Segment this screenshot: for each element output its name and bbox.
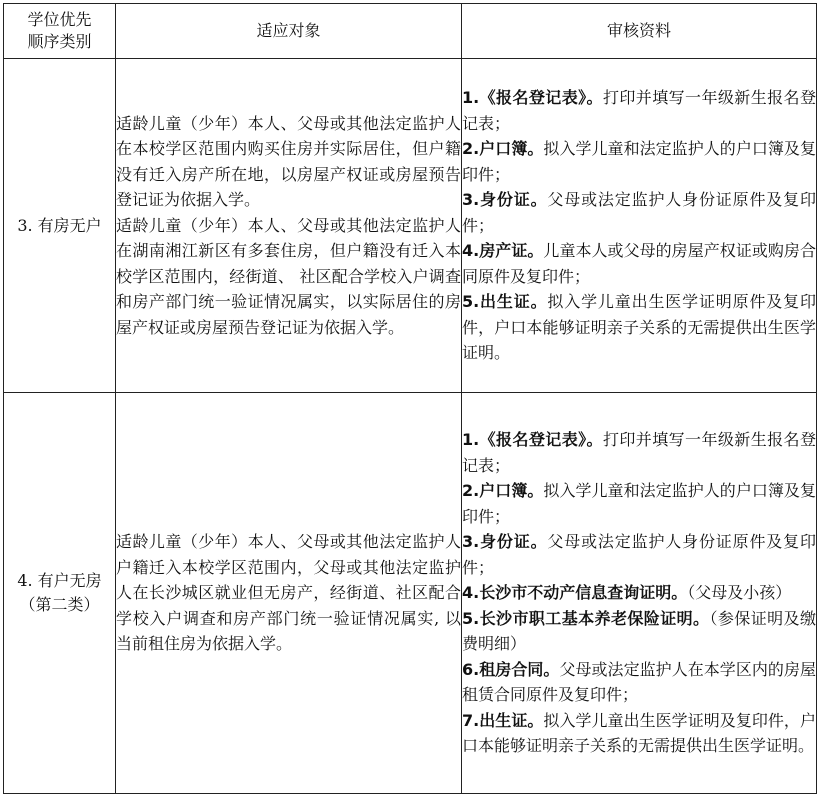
document-number: 5. (462, 292, 480, 312)
document-desc: 打印并填写一年级新生报名登记表； (462, 88, 816, 133)
document-item (462, 85, 816, 136)
document-number: 4. (462, 583, 480, 603)
document-separator: 。 (586, 88, 603, 108)
document-desc: 父母或法定监护人身份证原件及复印件； (462, 190, 816, 235)
table-row (4, 393, 817, 794)
document-item (462, 708, 816, 759)
document-name: 《报名登记表》 (479, 430, 587, 450)
admission-table (3, 3, 817, 794)
document-number: 7. (462, 710, 480, 730)
document-item (462, 238, 816, 289)
document-separator: 。 (530, 532, 548, 552)
document-number: 4. (462, 241, 480, 261)
header-target: 适应对象 (116, 4, 462, 59)
document-separator: 。 (527, 139, 544, 159)
header-category-line2: 顺序类别 (27, 32, 92, 51)
document-item (462, 187, 816, 238)
document-separator: 。 (527, 710, 544, 730)
category-cell (4, 59, 116, 393)
document-name: 身份证 (479, 190, 531, 210)
documents-cell (462, 393, 817, 794)
document-name: 户口簿 (479, 139, 528, 159)
category-line1: 4. 有户无房 (17, 571, 102, 590)
document-number: 1. (462, 88, 480, 108)
document-item (462, 657, 816, 708)
target-paragraph: 适龄儿童（少年）本人、父母或其他法定监护人户籍迁入本校学区范围内，父母或其他法定监护人在长沙城区就业但无房产，经街道、社区配合学校入户调查和房产部门统一验证情况属实, 以当前租住房为依据入学。 (116, 532, 461, 654)
document-name: 出生证 (479, 710, 528, 730)
document-item (462, 136, 816, 187)
document-separator: 。 (530, 292, 548, 312)
category-cell (4, 393, 116, 794)
document-name: 户口簿 (479, 481, 528, 501)
document-desc: 打印并填写一年级新生报名登记表； (462, 430, 816, 475)
header-row (4, 4, 817, 59)
document-desc: 父母或法定监护人身份证原件及复印件； (462, 532, 816, 577)
target-cell (116, 393, 462, 794)
target-paragraph: 适龄儿童（少年）本人、父母或其他法定监护人在本校学区范围内购买住房并实际居住，但户籍没有迁入房产所在地，以房屋产权证或房屋预告登记证为依据入学。 (116, 113, 461, 210)
document-name: 身份证 (479, 532, 531, 552)
document-name: 《报名登记表》 (479, 88, 587, 108)
document-number: 6. (462, 659, 480, 679)
document-number: 3. (462, 190, 480, 210)
document-separator: 。 (586, 430, 603, 450)
header-category (4, 4, 116, 59)
document-name: 租房合同 (479, 659, 544, 679)
document-item (462, 580, 816, 606)
target-paragraph: 适龄儿童（少年）本人、父母或其他法定监护人在湖南湘江新区有多套住房，但户籍没有迁入本校学区范围内，经街道、 社区配合学校入户调查和房产部门统一验证情况属实，以实际居住的房屋产权证或房屋预告登记证为依据入学。 (116, 215, 461, 337)
document-separator: 。 (527, 241, 544, 261)
document-desc: 拟入学儿童出生医学证明及复印件，户口本能够证明亲子关系的无需提供出生医学证明。 (462, 710, 816, 756)
document-number: 3. (462, 532, 480, 552)
document-desc: 拟入学儿童出生医学证明原件及复印件，户口本能够证明亲子关系的无需提供出生医学证明。 (462, 292, 816, 363)
document-name: 长沙市职工基本养老保险证明 (479, 608, 694, 628)
document-name: 长沙市不动产信息查询证明 (479, 583, 672, 603)
document-separator: 。 (530, 190, 548, 210)
table-row (4, 59, 817, 393)
document-item (462, 289, 816, 366)
document-name: 房产证 (479, 241, 528, 261)
category-line1: 3. 有房无户 (17, 215, 102, 235)
document-separator: 。 (543, 659, 560, 679)
document-item (462, 427, 816, 478)
document-separator: 。 (527, 481, 544, 501)
document-number: 5. (462, 608, 480, 628)
header-documents: 审核资料 (462, 4, 817, 59)
document-desc: （参保证明及缴费明细） (462, 608, 816, 654)
document-separator: 。 (671, 583, 688, 603)
document-item (462, 478, 816, 529)
document-desc: 拟入学儿童和法定监护人的户口簿及复印件； (462, 139, 816, 184)
document-item (462, 529, 816, 580)
document-desc: 父母或法定监护人在本学区内的房屋租赁合同原件及复印件； (462, 659, 816, 705)
document-separator: 。 (693, 608, 710, 628)
document-desc: （父母及小孩） (687, 583, 792, 603)
document-item (462, 606, 816, 657)
document-desc: 拟入学儿童和法定监护人的户口簿及复印件； (462, 481, 816, 526)
document-number: 2. (462, 481, 480, 501)
documents-cell (462, 59, 817, 393)
document-number: 1. (462, 430, 480, 450)
document-desc: 儿童本人或父母的房屋产权证或购房合同原件及复印件； (462, 241, 816, 286)
target-cell (116, 59, 462, 393)
category-line2: （第二类） (19, 595, 100, 614)
document-number: 2. (462, 139, 480, 159)
header-category-line1: 学位优先 (27, 10, 92, 29)
document-name: 出生证 (479, 292, 531, 312)
